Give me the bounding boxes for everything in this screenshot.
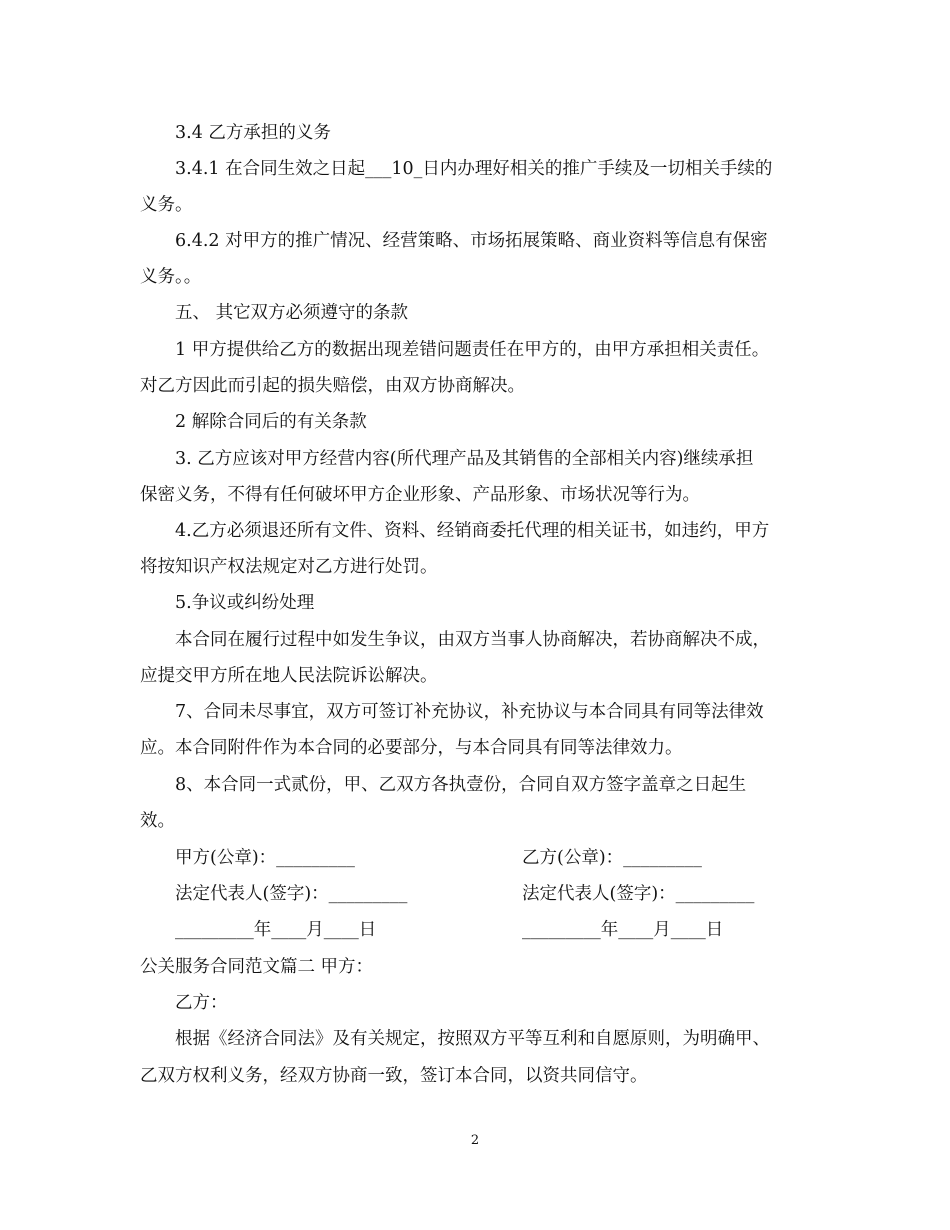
paragraph-line: 3. 乙方应该对甲方经营内容(所代理产品及其销售的全部相关内容)继续承担 (175, 449, 754, 469)
party-a-date-field: _________年____月____日 (175, 920, 377, 940)
paragraph-line: 6.4.2 对甲方的推广情况、经营策略、市场拓展策略、商业资料等信息有保密 (175, 231, 768, 251)
paragraph-line: 义务。。 (140, 267, 202, 287)
paragraph-line: 乙双方权利义务，经双方协商一致，签订本合同，以资共同信守。 (140, 1066, 648, 1086)
section-heading: 五、 其它双方必须遵守的条款 (175, 303, 409, 323)
party-b-seal-field: 乙方(公章)：_________ (522, 848, 702, 868)
paragraph-line: 1 甲方提供给乙方的数据出现差错问题责任在甲方的，由甲方承担相关责任。 (175, 340, 770, 360)
section-heading: 3.4 乙方承担的义务 (175, 123, 331, 143)
paragraph-line: 保密义务，不得有任何破坏甲方企业形象、产品形象、市场状况等行为。 (140, 485, 700, 505)
paragraph-line: 应提交甲方所在地人民法院诉讼解决。 (140, 666, 438, 686)
second-contract-heading: 公关服务合同范文篇二 甲方： (140, 957, 374, 977)
paragraph-line: 3.4.1 在合同生效之日起___10_日内办理好相关的推广手续及一切相关手续的 (175, 159, 773, 179)
paragraph-line: 义务。 (140, 195, 193, 215)
party-a-seal-field: 甲方(公章)：_________ (175, 848, 355, 868)
paragraph-line: 8、本合同一式贰份，甲、乙双方各执壹份，合同自双方签字盖章之日起生 (175, 775, 747, 795)
second-contract-party-b: 乙方： (175, 993, 228, 1013)
paragraph-line: 根据《经济合同法》及有关规定，按照双方平等互利和自愿原则，为明确甲、 (175, 1029, 770, 1049)
party-a-representative-field: 法定代表人(签字)：_________ (175, 884, 408, 904)
page-number: 2 (470, 1133, 480, 1148)
section-heading: 5.争议或纠纷处理 (175, 593, 315, 613)
party-b-representative-field: 法定代表人(签字)：_________ (522, 884, 755, 904)
paragraph-line: 7、合同未尽事宜，双方可签订补充协议，补充协议与本合同具有同等法律效 (175, 702, 764, 722)
paragraph-line: 4.乙方必须退还所有文件、资料、经销商委托代理的相关证书，如违约，甲方 (175, 521, 770, 541)
paragraph-line: 本合同在履行过程中如发生争议，由双方当事人协商解决，若协商解决不成， (175, 630, 770, 650)
paragraph-line: 将按知识产权法规定对乙方进行处罚。 (140, 557, 438, 577)
paragraph-line: 对乙方因此而引起的损失赔偿，由双方协商解决。 (140, 376, 525, 396)
paragraph-line: 应。本合同附件作为本合同的必要部分，与本合同具有同等法律效力。 (140, 738, 683, 758)
section-heading: 2 解除合同后的有关条款 (175, 412, 367, 432)
paragraph-line: 效。 (140, 811, 175, 831)
party-b-date-field: _________年____月____日 (522, 920, 724, 940)
